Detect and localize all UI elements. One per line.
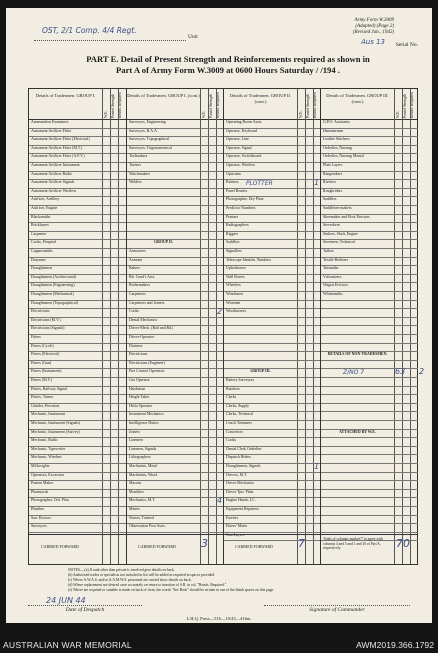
trade-label: Mechanic, Wireless (31, 455, 62, 460)
trade-label: Dental Mechanics (129, 317, 158, 322)
trade-label: Surveyors, Topographical (129, 137, 170, 142)
trade-label: Tailors (323, 249, 334, 253)
trade-label: Electricians (31, 309, 50, 314)
signature-label: Signature of Commander (264, 605, 410, 613)
trade-label: ATTACHED BY W.E. (339, 429, 376, 434)
sub-heading-text: Posted Strength (403, 94, 407, 118)
trade-label: Draughtsmen, Signals (226, 464, 261, 468)
trade-label: Shoemaker and Boot Erectors (323, 214, 370, 219)
trade-label: Artificer, Engine (31, 206, 58, 210)
trade-label: Coppersmiths (31, 249, 53, 253)
form-title-line: PART E. Detail of Present Strength and Reinforcements required as shown in (86, 54, 370, 64)
column-header (224, 89, 321, 120)
trade-label: Intelligence Duties (129, 421, 159, 425)
trade-label: Tinsmiths (323, 266, 339, 271)
trade-label: Millwrights (31, 464, 50, 468)
trade-label: Observation Post Assts. (129, 524, 166, 529)
sub-heading (111, 90, 117, 119)
trade-label: Rangetakers (323, 171, 343, 176)
sub-heading-text: Reinfs. Required (118, 92, 122, 118)
trade-label: Driver-Mech. (Rail and Rd.) (129, 326, 174, 331)
trade-label: Draughtsmen (Engineering) (31, 283, 75, 288)
trade-label: Plumber (31, 507, 45, 511)
trade-label: Farriers (226, 515, 239, 520)
trade-label: Riggers (226, 231, 239, 236)
trade-label: Signallers (226, 249, 242, 253)
trade-label: Fitters (Cycle) (31, 343, 54, 348)
trade-label: Surveyors (31, 524, 47, 529)
sub-heading-text: Posted Strength (209, 94, 213, 118)
despatch-date-value: 24 JUN 44 (46, 596, 86, 605)
trade-label: Radiographers (226, 223, 249, 228)
trade-label: Draughtsmen (Architectural) (31, 274, 77, 279)
trade-label: Operating Room Assts. (226, 120, 263, 124)
sub-heading-text: Posted Strength (306, 94, 310, 118)
trade-label: Bakers (129, 266, 140, 271)
trade-label: Mechanic, Radio (31, 438, 58, 443)
totals-note: Totals of columns marked * to agree with columns 4 and 5 and 1 and 16 of Part A. respectively. (323, 537, 383, 550)
form-title-line: Part A of Army Form W.3009 at 0600 Hours Saturday / /194 . (116, 65, 340, 75)
trade-label: Saddlers (226, 240, 240, 245)
carried-forward-value: 7 (298, 537, 305, 550)
carried-forward-label: CARRIED FORWARD (41, 544, 79, 549)
despatch-date-label: Date of Despatch (28, 605, 142, 613)
trade-label: Driver Tptr. Plant (226, 489, 254, 494)
trade-label: Operators, Excavator (31, 472, 65, 477)
group-column (320, 89, 425, 564)
trade-label: Plate Layers (323, 163, 343, 167)
trade-label: Electricians (129, 352, 148, 357)
trade-label: Surveyors, Trigonometrical (129, 145, 172, 150)
table-row (127, 523, 224, 533)
trade-label: Armourers (129, 249, 146, 253)
trade-label: Dental Clerk Orderlies (226, 446, 262, 451)
trade-label: Carpenter (31, 231, 47, 236)
trade-label: Cooks, Hospital (31, 240, 57, 245)
sub-heading-text: W.E. (202, 110, 206, 118)
form-title (28, 54, 428, 76)
trade-label: Driver Mechanics (226, 481, 254, 486)
trade-label: Draughtsmen (31, 266, 52, 271)
trade-label: Armament Artificer Wireless (31, 188, 77, 193)
trade-label: Photographer, Dry Plate (226, 197, 264, 202)
trade-label: Machinists, Wood (129, 472, 158, 477)
trade-label: Equipment Repairers (226, 507, 259, 511)
trade-label: Wagon Erectors (323, 283, 348, 288)
trade-label: Sinkers, Shaft, Engine (323, 231, 358, 236)
trade-label: Fitters (31, 335, 41, 339)
handwritten-note: Z/NO 7 (343, 369, 365, 377)
trade-label: Dispatch Riders (226, 455, 251, 460)
trade-label: Electricians (M.V.) (31, 317, 61, 322)
unit-line (34, 28, 186, 41)
trade-label: DETAILS OF NON-TRADESMEN. (327, 352, 388, 357)
trade-label: Watchmakers (129, 171, 151, 176)
trade-label: Roughriders (323, 188, 343, 193)
trade-label: Fitters (Instrument) (31, 369, 62, 374)
sub-heading-text: W.E. (104, 110, 108, 118)
column-header (29, 89, 126, 120)
trade-label: Operator, Switchboard (226, 154, 262, 159)
trade-label: Armament Artificer Fitter (Electrical) (31, 137, 90, 142)
trade-label: Winchmen (226, 292, 243, 296)
trade-label: GROUP III. (250, 369, 271, 374)
trade-label: Linemen, Signals (129, 446, 157, 451)
trade-label: Orderlies, Nursing (323, 145, 352, 150)
trade-label: Turners (129, 163, 141, 167)
trade-label: Upholsterers (226, 266, 246, 271)
trade-label: G.P.O. Assistants (323, 120, 350, 124)
unit-value: OST, 2/1 Comp. 4/4 Regt. (42, 26, 137, 35)
handwritten-count: 4 (217, 496, 223, 506)
trade-label: Fitters' Mates (226, 524, 248, 529)
trade-label: Clerks (226, 395, 237, 400)
trade-label: Height Taker (129, 395, 150, 400)
handwritten-count: 63 (395, 367, 406, 377)
trade-label: Operator, Signal (226, 145, 252, 150)
trade-label: Photographer, Ord. Plan (31, 498, 69, 503)
trade-label: Armament Artificer Signals (31, 180, 75, 185)
trade-label: Woodturners (226, 309, 246, 314)
trade-label: Ammunition Examiners (31, 120, 69, 124)
trade-label: Draymen (31, 257, 46, 262)
trade-label: Concretors (226, 429, 244, 434)
column-heading: Details of Tradesmen. GROUP III. (cont.) (326, 93, 389, 104)
handwritten-count: 1 (314, 462, 320, 471)
note-line: (e) Where are required or suitable is made on back of form, the words "See Back" should be written in one of the blank spaces on this page. (68, 588, 274, 592)
trade-label: Welders (129, 180, 142, 185)
trade-label: Telescope Identifn. Numbers (226, 257, 271, 262)
sub-heading (403, 90, 409, 119)
trade-label: Wall Borers (226, 274, 245, 279)
column-heading: Details of Tradesmen. GROUP I. (cont.) (127, 93, 200, 98)
trade-label: Wiremen (226, 300, 241, 305)
handwritten-count: 1 (314, 178, 320, 188)
trade-label: Whitesmiths (323, 292, 343, 296)
trade-label: Coach Trimmers (226, 421, 253, 425)
trade-label: Miners (129, 507, 141, 511)
trade-label: Panel Beaters (226, 188, 248, 193)
trade-label: Fitters, Turner (31, 395, 54, 400)
form-number-line: Army Form W.3009 (354, 18, 394, 23)
group-column (126, 89, 224, 564)
trade-label: Vulcanizers (323, 274, 342, 279)
archive-caption: AUSTRALIAN WAR MEMORIAL (3, 640, 132, 650)
carried-forward-label: CARRIED FORWARD (138, 544, 176, 549)
trade-label: Saw Doctors (31, 515, 51, 520)
sub-heading-text: W.E. (396, 110, 400, 118)
trade-label: Mechanic, Instrument (31, 412, 66, 417)
trade-label: Butchers (226, 386, 240, 391)
column-heading: Details of Tradesmen. GROUP II. (cont.) (229, 93, 292, 104)
trade-label: Storemen, Technical (323, 240, 355, 245)
trade-label: Gas Operator (129, 378, 150, 382)
form-notes (68, 568, 408, 593)
trade-label: Fitters (Gun) (31, 360, 52, 365)
trade-label: Gun Layers (226, 532, 245, 537)
handwritten-note: PLOTTER (246, 180, 273, 188)
trade-label: Mechanics, M.T. (129, 498, 156, 503)
trade-label: Pharmacist (31, 489, 49, 494)
trade-label: Helio Operator (129, 403, 153, 408)
trade-label: Drivers, M.T. (226, 472, 248, 477)
form-sheet (6, 8, 432, 623)
trade-label: GROUP II. (154, 240, 173, 245)
archive-reference: AWM2019.366.1792 (355, 640, 434, 650)
trade-label: Masons (129, 481, 142, 486)
sub-heading-text: Posted Strength (111, 94, 115, 118)
trade-label: Battery Surveyors (226, 378, 255, 382)
trade-label: Grinder, Precision (31, 403, 60, 408)
sub-heading-text: W.E. (299, 110, 303, 118)
trade-label: Orderlies, Nursing Mental (323, 154, 364, 159)
note-line: (d) Where replacement not desired once accurately on return to insertion of S.R. in col. "Reinfs. Required." (68, 583, 227, 587)
trade-label: Electricians (Engineer) (129, 360, 165, 365)
trade-label: Moulders (129, 489, 144, 494)
trade-label: Armament Artificer Fitter (M.T.) (31, 145, 83, 150)
handwritten-count: 2 (419, 367, 425, 377)
trade-label: Hammermen (323, 128, 344, 133)
totals-value: 70 (396, 537, 410, 550)
serial-label: Serial No. (395, 42, 418, 48)
note-line: (b) Authorised trades or specialists not included in list will be added as required in spaces provided. (68, 573, 215, 577)
trade-label: Toolmakers (129, 154, 148, 159)
trade-label: Cooks (129, 309, 139, 314)
trade-label: Blacksmiths (31, 214, 51, 219)
trade-label: Nurses, Trained (129, 515, 154, 520)
trade-label: Operator, Line (226, 137, 249, 142)
serial-value: Aus 13 (360, 38, 385, 46)
print-line: L.H.Q. Press—516—10/43—416m. (186, 616, 252, 621)
trade-label: Fitters (Electrical) (31, 352, 60, 357)
trade-label: Stevedores (323, 223, 341, 228)
trade-label: Painters (226, 180, 239, 185)
trade-label: Fitters, Railway Signal (31, 386, 67, 391)
trade-label: Clerks, Supply (226, 403, 250, 408)
trade-label: Electricians (Signals) (31, 326, 65, 331)
trade-label: Leather Stitchers (323, 137, 350, 142)
trade-label: Artificer, Artillery (31, 197, 60, 202)
trade-label: Joiners (129, 429, 141, 434)
unit-label: Unit (188, 34, 198, 40)
trade-label: Textile Refitters (323, 257, 349, 262)
trade-label: Riveters (323, 180, 336, 185)
note-line: (c) Where A.W.A.S. and/or A.A.M.W.S. personnel are carried show details on back. (68, 578, 192, 582)
table-footer (29, 534, 417, 564)
column-header (127, 89, 224, 120)
trade-label: Fitters (M.V.) (31, 378, 53, 382)
trade-label: Draughtsmen (Mechanical) (31, 292, 74, 296)
trade-label: Armament Artificer Radio (31, 171, 73, 176)
trade-label: Printers (226, 214, 239, 219)
trade-label: Fire Control Operators (129, 369, 165, 374)
trade-label: Blr. Cond's Asst. (129, 274, 155, 279)
sub-heading-text: Reinfs. Required (216, 92, 220, 118)
trade-label: Carpenters (129, 292, 146, 296)
trade-label: Engine Hands, I.C. (226, 498, 256, 503)
form-number-line: (Adapted) (Page 2) (355, 24, 394, 29)
group-column (29, 89, 126, 564)
trade-label: Mechanic, Instrument (Signals) (31, 421, 81, 425)
trade-label: Armament Artificer Fitter (31, 128, 72, 133)
form-number-line: (Revised Jan., 1942) (352, 30, 394, 35)
trade-label: Opticians (226, 171, 241, 176)
table-row (29, 523, 126, 533)
trade-label: Armament Artificer Fitter (A.F.V.) (31, 154, 85, 159)
trade-label: Machinists, Metal (129, 464, 158, 468)
trade-label: Surveyors, R.A.A. (129, 128, 158, 133)
sub-heading-text: Reinfs. Required (313, 92, 317, 118)
trade-label: Pattern Maker (31, 481, 54, 486)
trade-label: Saddletree makers (323, 206, 352, 210)
strength-table (28, 88, 425, 565)
carried-forward-value: 3 (201, 537, 208, 550)
trade-label: Draughtsmen (Topographical) (31, 300, 78, 305)
handwritten-count: 2 (217, 307, 223, 317)
trade-label: Mechanic, Instrument (Survey) (31, 429, 80, 434)
trade-label: Surveyors, Engineering (129, 120, 166, 124)
sub-heading (209, 90, 215, 119)
trade-label: Lithographers (129, 455, 151, 460)
trade-label: Hatchman (129, 386, 145, 391)
trade-label: Axemen (129, 257, 143, 262)
trade-label: Linemen (129, 438, 143, 443)
note-line: NOTES.—(a) If rank other than private is involved give details on back. (68, 568, 175, 572)
trade-label: Saddlers (323, 197, 337, 202)
group-column (223, 89, 321, 564)
trade-label: Driver-Operator (129, 335, 155, 339)
trade-label: Carpenters and Joiners (129, 300, 165, 305)
trade-label: Armament Artificer Instrument (31, 163, 80, 167)
carried-forward-label: CARRIED FORWARD (235, 544, 273, 549)
trade-label: Predictor Numbers (226, 206, 256, 210)
trade-label: Boilermakers (129, 283, 150, 288)
trade-label: Clerks, Technical (226, 412, 254, 417)
trade-label: Cooks (226, 438, 236, 443)
form-number (353, 18, 394, 36)
trade-label: Mechanic, Typewriter (31, 446, 66, 451)
column-header (321, 89, 418, 120)
column-heading: Details of Tradesmen. GROUP I. (35, 93, 96, 98)
sub-heading-text: Reinfs. Required (410, 92, 414, 118)
trade-label: Operator, Keyboard (226, 128, 257, 133)
trade-label: Instrument Mechanics (129, 412, 164, 417)
trade-label: Wheelers (226, 283, 241, 288)
trade-label: Drainers (129, 343, 143, 348)
trade-label: Operator, Wireless (226, 163, 256, 167)
trade-label: Bricklayers (31, 223, 49, 228)
sub-heading (306, 90, 312, 119)
